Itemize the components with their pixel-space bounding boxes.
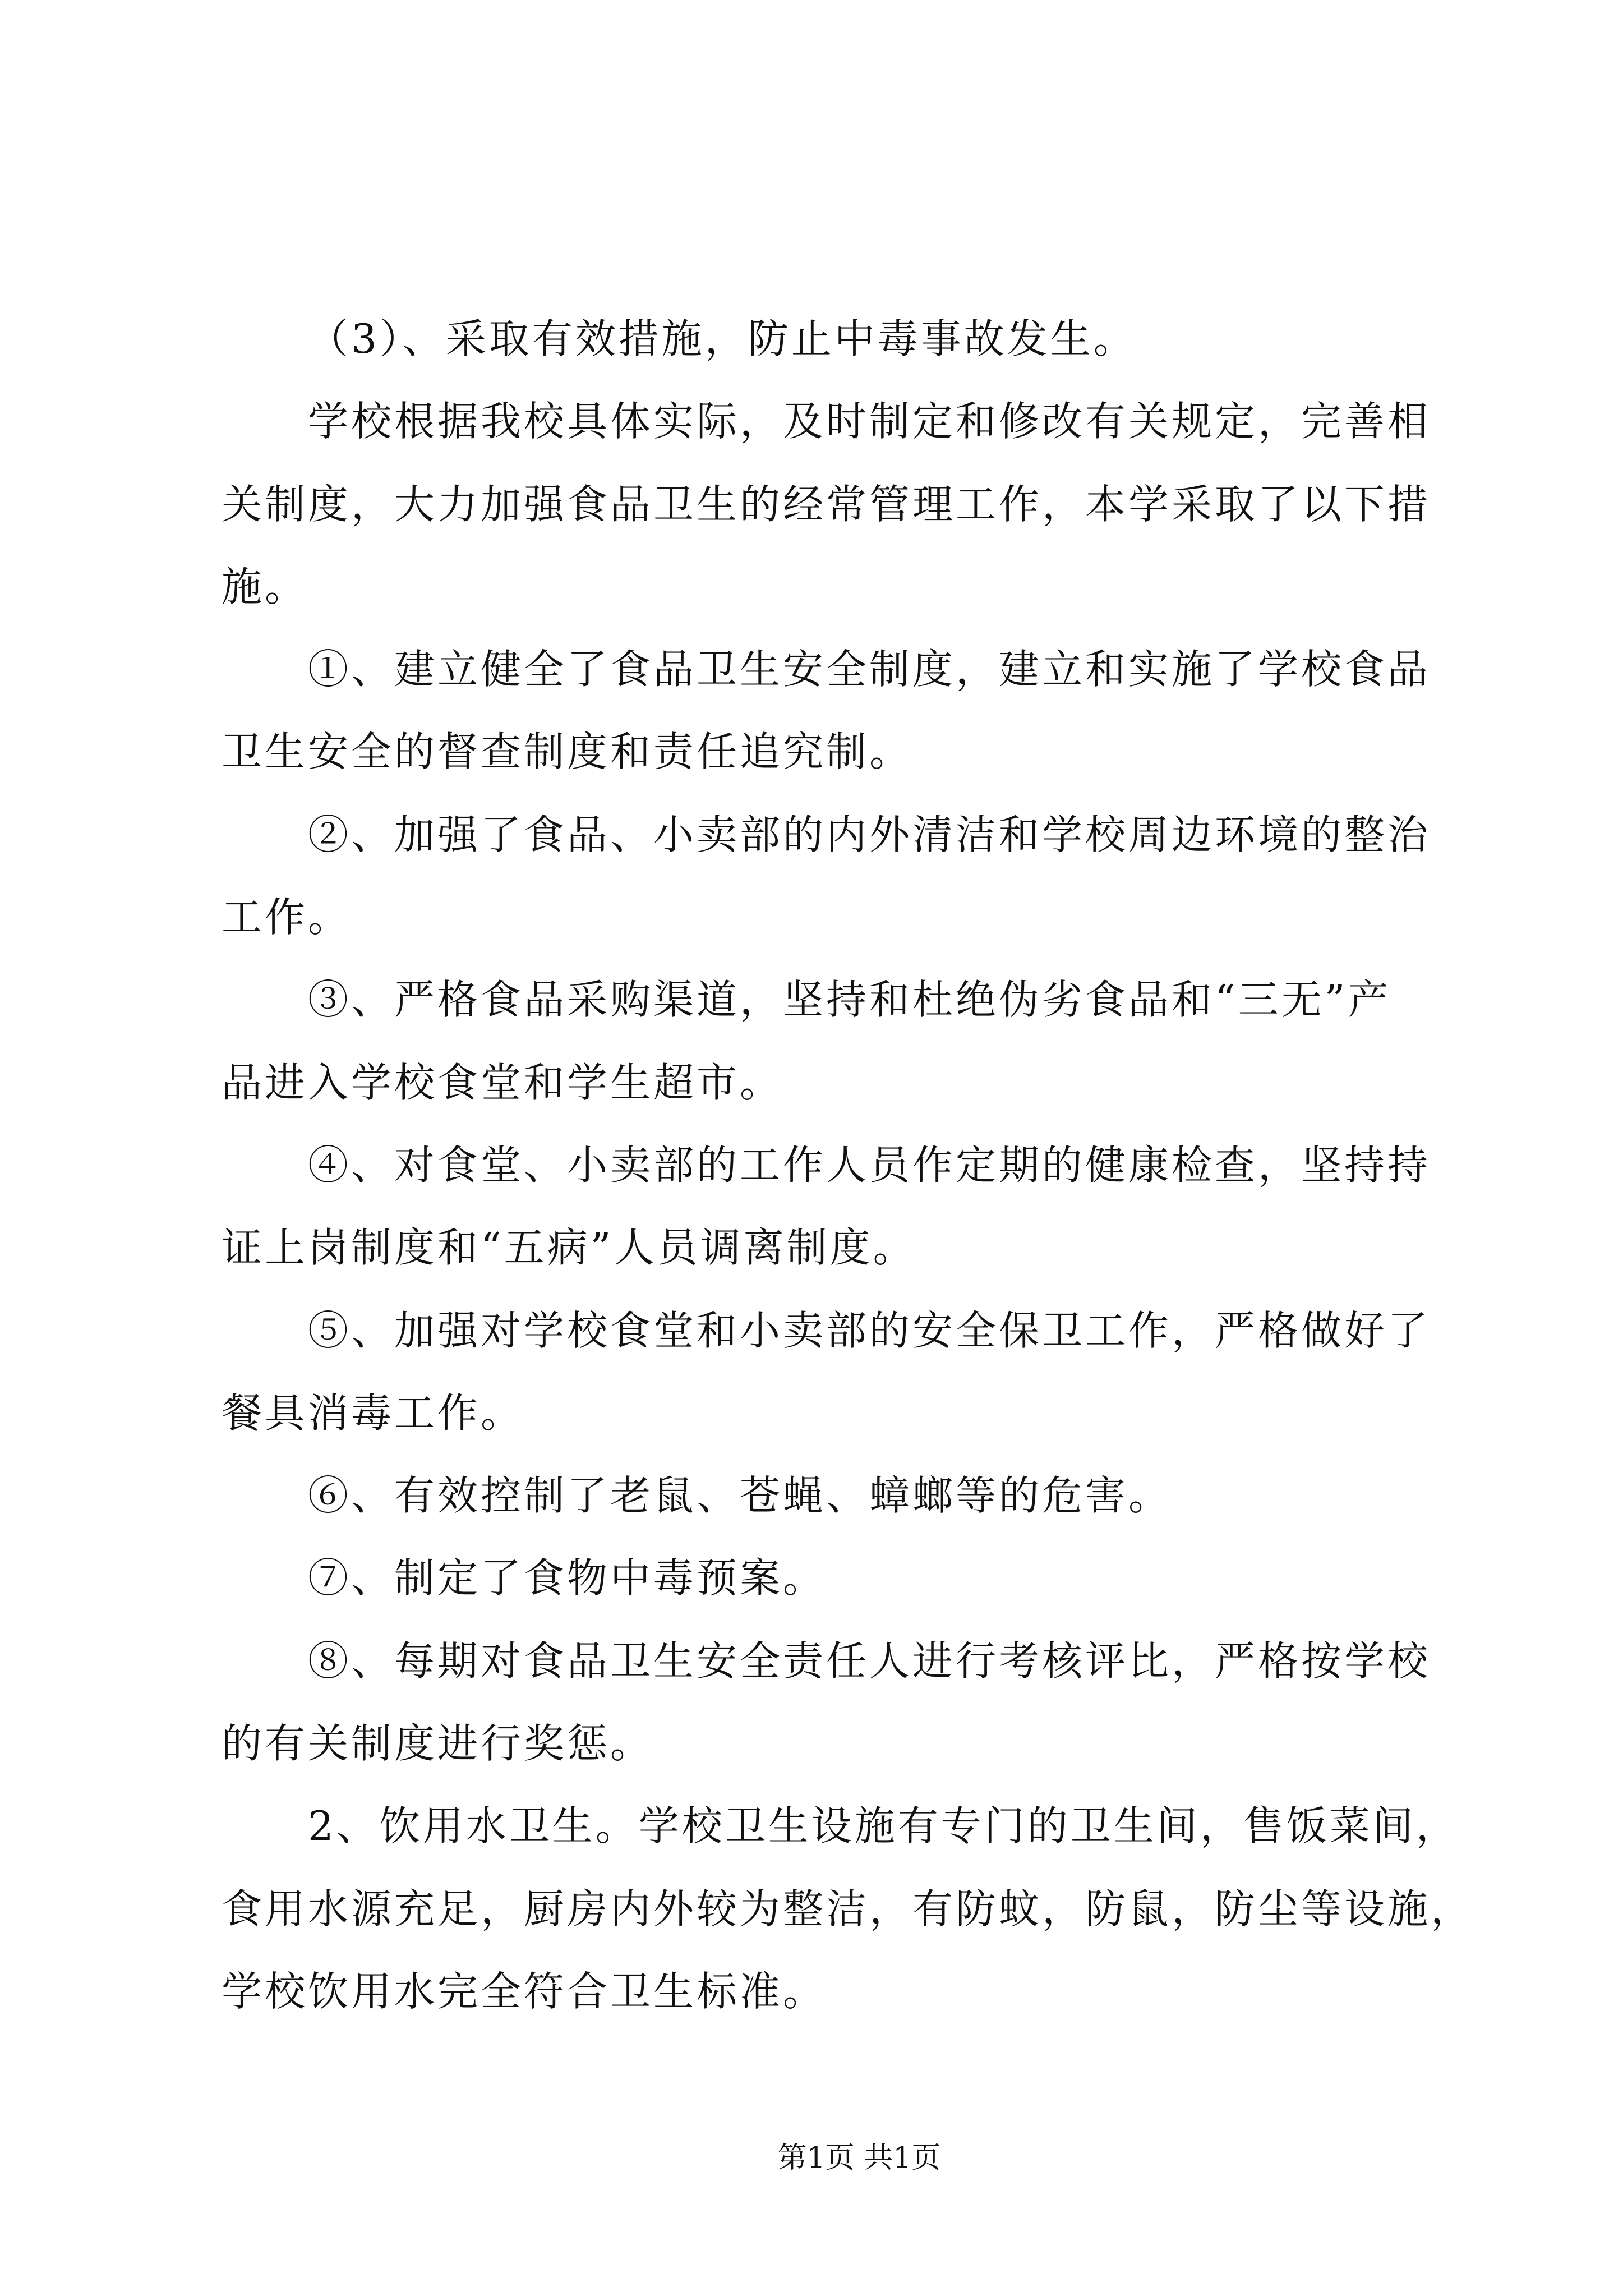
- paragraph: [222, 1455, 1478, 1537]
- paragraph-line: 餐具消毒工作。: [222, 1389, 524, 1437]
- paragraph-line: ⑧、每期对食品卫生安全责任人进行考核评比，严格按学校: [308, 1637, 1431, 1685]
- page-number-footer: 第1页 共1页: [777, 2141, 941, 2175]
- paragraph-line: ⑦、制定了食物中毒预案。: [308, 1554, 827, 1602]
- paragraph-line: （3）、采取有效措施，防止中毒事故发生。: [308, 315, 1137, 362]
- paragraph: [222, 380, 1478, 628]
- paragraph-line: 关制度，大力加强食品卫生的经常管理工作，本学采取了以下措: [222, 480, 1431, 528]
- paragraph: [222, 298, 1478, 380]
- paragraph-line: 学校饮用水完全符合卫生标准。: [222, 1967, 827, 2015]
- paragraph-line: 学校根据我校具体实际，及时制定和修改有关规定，完善相: [308, 398, 1431, 445]
- paragraph: [222, 1620, 1478, 1786]
- paragraph-line: ③、严格食品采购渠道，坚持和杜绝伪劣食品和“三无”产: [308, 976, 1391, 1024]
- paragraph-line: 工作。: [222, 894, 352, 941]
- paragraph-line: 品进入学校食堂和学生超市。: [222, 1059, 783, 1106]
- paragraph-line: ②、加强了食品、小卖部的内外清洁和学校周边环境的整治: [308, 811, 1431, 858]
- paragraph: [222, 959, 1478, 1124]
- paragraph-line: 证上岗制度和“五病”人员调离制度。: [222, 1224, 916, 1272]
- paragraph: [222, 1290, 1478, 1455]
- paragraph: [222, 794, 1478, 959]
- paragraph-line: ④、对食堂、小卖部的工作人员作定期的健康检查，坚持持: [308, 1141, 1431, 1189]
- paragraph: [222, 1785, 1478, 2033]
- paragraph: [222, 1124, 1478, 1290]
- paragraph-line: ①、建立健全了食品卫生安全制度，建立和实施了学校食品: [308, 646, 1431, 693]
- paragraph: [222, 628, 1478, 794]
- paragraph-line: 食用水源充足，厨房内外较为整洁，有防蚊，防鼠，防尘等设施，: [222, 1885, 1474, 1932]
- paragraph-line: ⑤、加强对学校食堂和小卖部的安全保卫工作，严格做好了: [308, 1306, 1431, 1354]
- paragraph: [222, 1537, 1478, 1619]
- document-body: [222, 298, 1478, 2033]
- paragraph-line: ⑥、有效控制了老鼠、苍蝇、蟑螂等的危害。: [308, 1472, 1172, 1520]
- paragraph-line: 2、饮用水卫生。学校卫生设施有专门的卫生间，售饭菜间，: [308, 1802, 1459, 1850]
- paragraph-line: 施。: [222, 563, 308, 610]
- paragraph-line: 卫生安全的督查制度和责任追究制。: [222, 728, 913, 776]
- paragraph-line: 的有关制度进行奖惩。: [222, 1720, 654, 1768]
